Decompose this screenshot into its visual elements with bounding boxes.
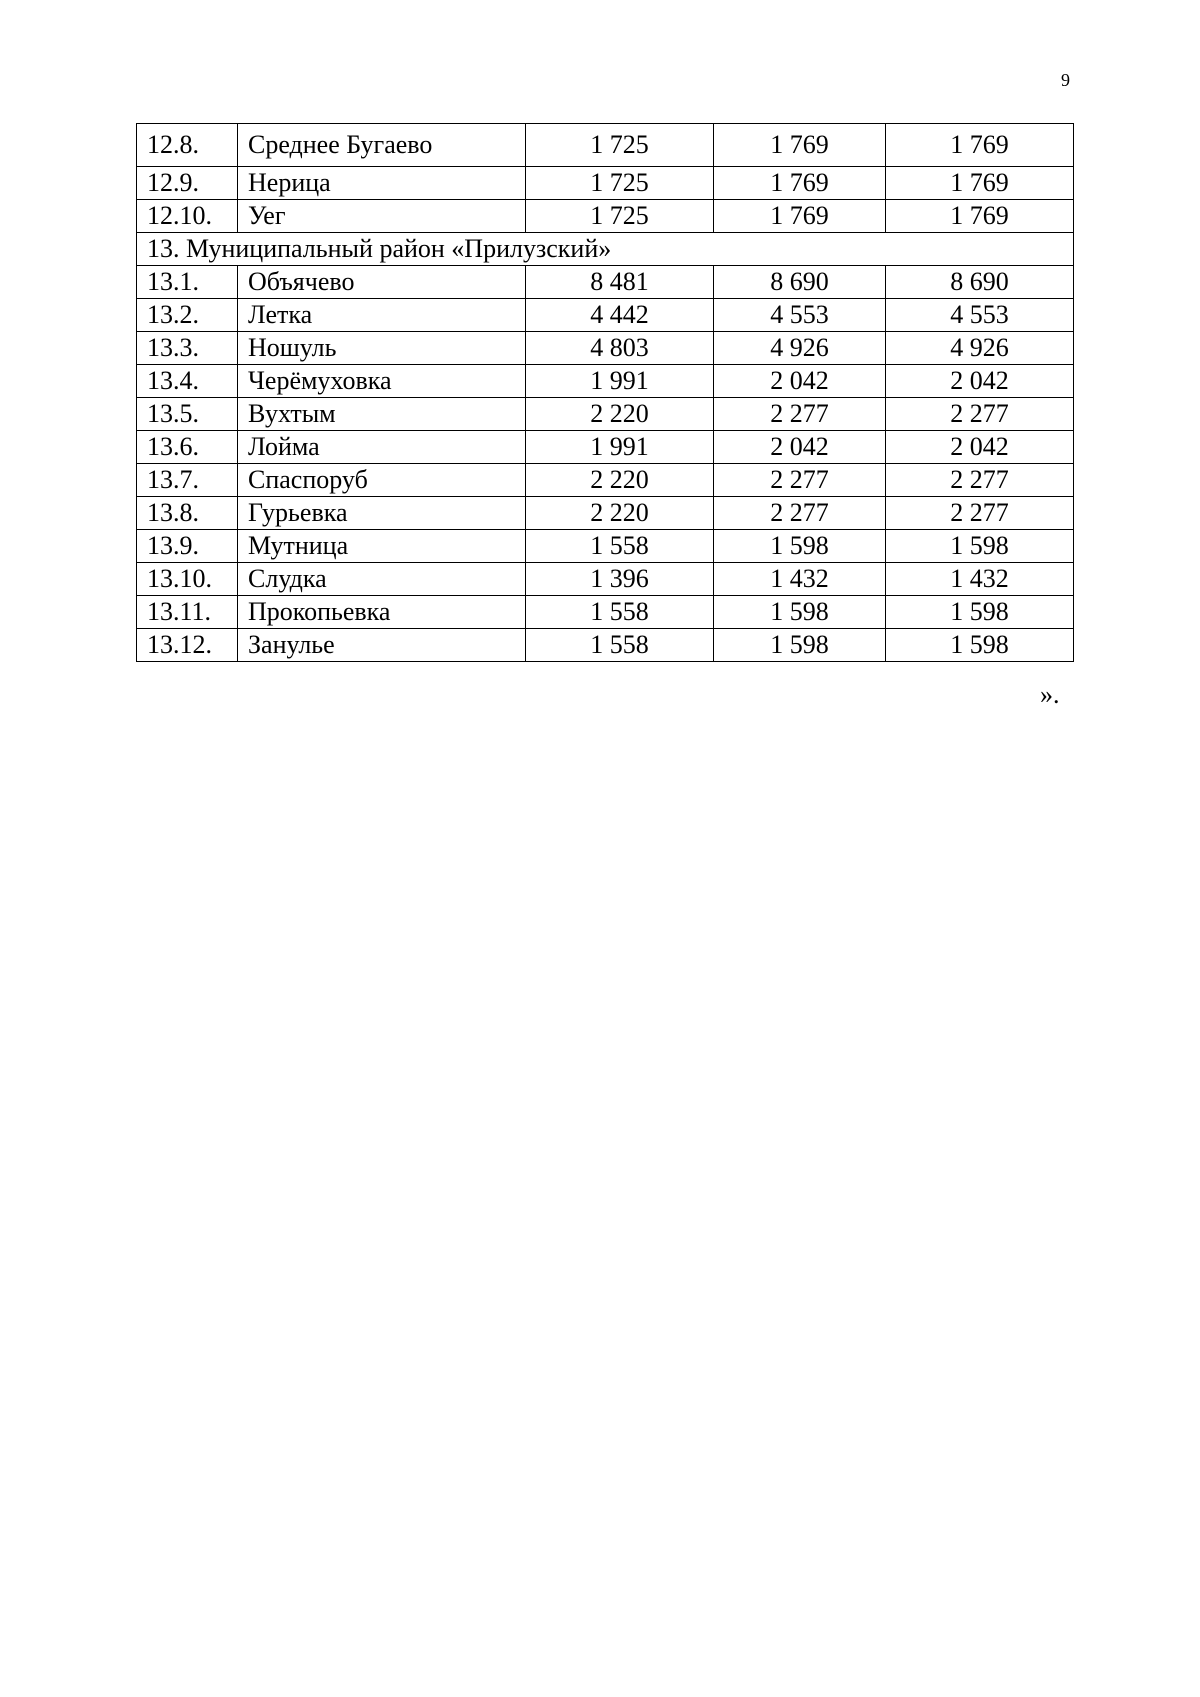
value-col-1: 2 220 <box>526 464 714 497</box>
value-col-3: 2 277 <box>886 497 1074 530</box>
section-row <box>137 233 1074 266</box>
value-col-1: 1 725 <box>526 200 714 233</box>
value-col-3: 1 598 <box>886 530 1074 563</box>
row-number: 13.3. <box>137 332 238 365</box>
settlement-name: Прокопьевка <box>238 596 526 629</box>
table-row <box>137 530 1074 563</box>
table-row <box>137 124 1074 167</box>
settlement-name: Спаспоруб <box>238 464 526 497</box>
value-col-2: 4 926 <box>714 332 886 365</box>
table-row <box>137 464 1074 497</box>
row-number: 13.2. <box>137 299 238 332</box>
table-row <box>137 398 1074 431</box>
table-row <box>137 563 1074 596</box>
value-col-1: 1 991 <box>526 431 714 464</box>
row-number: 13.11. <box>137 596 238 629</box>
row-number: 12.9. <box>137 167 238 200</box>
closing-quote: ». <box>1040 680 1060 709</box>
table-row <box>137 497 1074 530</box>
row-number: 13.8. <box>137 497 238 530</box>
value-col-2: 2 277 <box>714 398 886 431</box>
value-col-1: 1 725 <box>526 167 714 200</box>
value-col-3: 2 042 <box>886 431 1074 464</box>
value-col-3: 1 769 <box>886 124 1074 167</box>
settlement-name: Вухтым <box>238 398 526 431</box>
row-number: 13.5. <box>137 398 238 431</box>
value-col-2: 1 769 <box>714 124 886 167</box>
row-number: 12.8. <box>137 124 238 167</box>
row-number: 12.10. <box>137 200 238 233</box>
value-col-2: 8 690 <box>714 266 886 299</box>
value-col-3: 1 432 <box>886 563 1074 596</box>
settlement-name: Лойма <box>238 431 526 464</box>
value-col-3: 4 553 <box>886 299 1074 332</box>
settlements-table <box>136 123 1074 662</box>
table-row <box>137 266 1074 299</box>
value-col-2: 2 042 <box>714 431 886 464</box>
value-col-1: 2 220 <box>526 398 714 431</box>
settlement-name: Гурьевка <box>238 497 526 530</box>
settlement-name: Мутница <box>238 530 526 563</box>
value-col-2: 4 553 <box>714 299 886 332</box>
settlement-name: Летка <box>238 299 526 332</box>
table-body <box>137 124 1074 662</box>
value-col-2: 1 432 <box>714 563 886 596</box>
value-col-1: 8 481 <box>526 266 714 299</box>
value-col-3: 2 042 <box>886 365 1074 398</box>
value-col-1: 1 725 <box>526 124 714 167</box>
value-col-1: 4 803 <box>526 332 714 365</box>
value-col-1: 1 991 <box>526 365 714 398</box>
value-col-3: 8 690 <box>886 266 1074 299</box>
value-col-3: 1 598 <box>886 596 1074 629</box>
value-col-1: 1 558 <box>526 596 714 629</box>
value-col-2: 2 277 <box>714 464 886 497</box>
row-number: 13.10. <box>137 563 238 596</box>
settlement-name: Слудка <box>238 563 526 596</box>
value-col-2: 1 769 <box>714 167 886 200</box>
section-title: 13. Муниципальный район «Прилузский» <box>137 233 1074 266</box>
row-number: 13.7. <box>137 464 238 497</box>
table-row <box>137 365 1074 398</box>
value-col-3: 1 769 <box>886 167 1074 200</box>
value-col-2: 1 769 <box>714 200 886 233</box>
value-col-3: 1 769 <box>886 200 1074 233</box>
value-col-3: 4 926 <box>886 332 1074 365</box>
value-col-1: 2 220 <box>526 497 714 530</box>
settlement-name: Среднее Бугаево <box>238 124 526 167</box>
value-col-2: 2 042 <box>714 365 886 398</box>
settlement-name: Ношуль <box>238 332 526 365</box>
value-col-1: 1 558 <box>526 629 714 662</box>
value-col-1: 1 396 <box>526 563 714 596</box>
page-number: 9 <box>1061 70 1070 90</box>
value-col-2: 1 598 <box>714 596 886 629</box>
table-row <box>137 299 1074 332</box>
table-row <box>137 629 1074 662</box>
table-row <box>137 332 1074 365</box>
settlement-name: Объячево <box>238 266 526 299</box>
value-col-1: 1 558 <box>526 530 714 563</box>
value-col-1: 4 442 <box>526 299 714 332</box>
settlement-name: Черёмуховка <box>238 365 526 398</box>
row-number: 13.12. <box>137 629 238 662</box>
table-row <box>137 167 1074 200</box>
row-number: 13.4. <box>137 365 238 398</box>
row-number: 13.1. <box>137 266 238 299</box>
row-number: 13.9. <box>137 530 238 563</box>
value-col-3: 2 277 <box>886 464 1074 497</box>
settlement-name: Нерица <box>238 167 526 200</box>
value-col-3: 2 277 <box>886 398 1074 431</box>
table-row <box>137 200 1074 233</box>
settlement-name: Занулье <box>238 629 526 662</box>
table-row <box>137 596 1074 629</box>
value-col-2: 1 598 <box>714 530 886 563</box>
row-number: 13.6. <box>137 431 238 464</box>
settlement-name: Уег <box>238 200 526 233</box>
value-col-2: 1 598 <box>714 629 886 662</box>
value-col-3: 1 598 <box>886 629 1074 662</box>
value-col-2: 2 277 <box>714 497 886 530</box>
table-row <box>137 431 1074 464</box>
